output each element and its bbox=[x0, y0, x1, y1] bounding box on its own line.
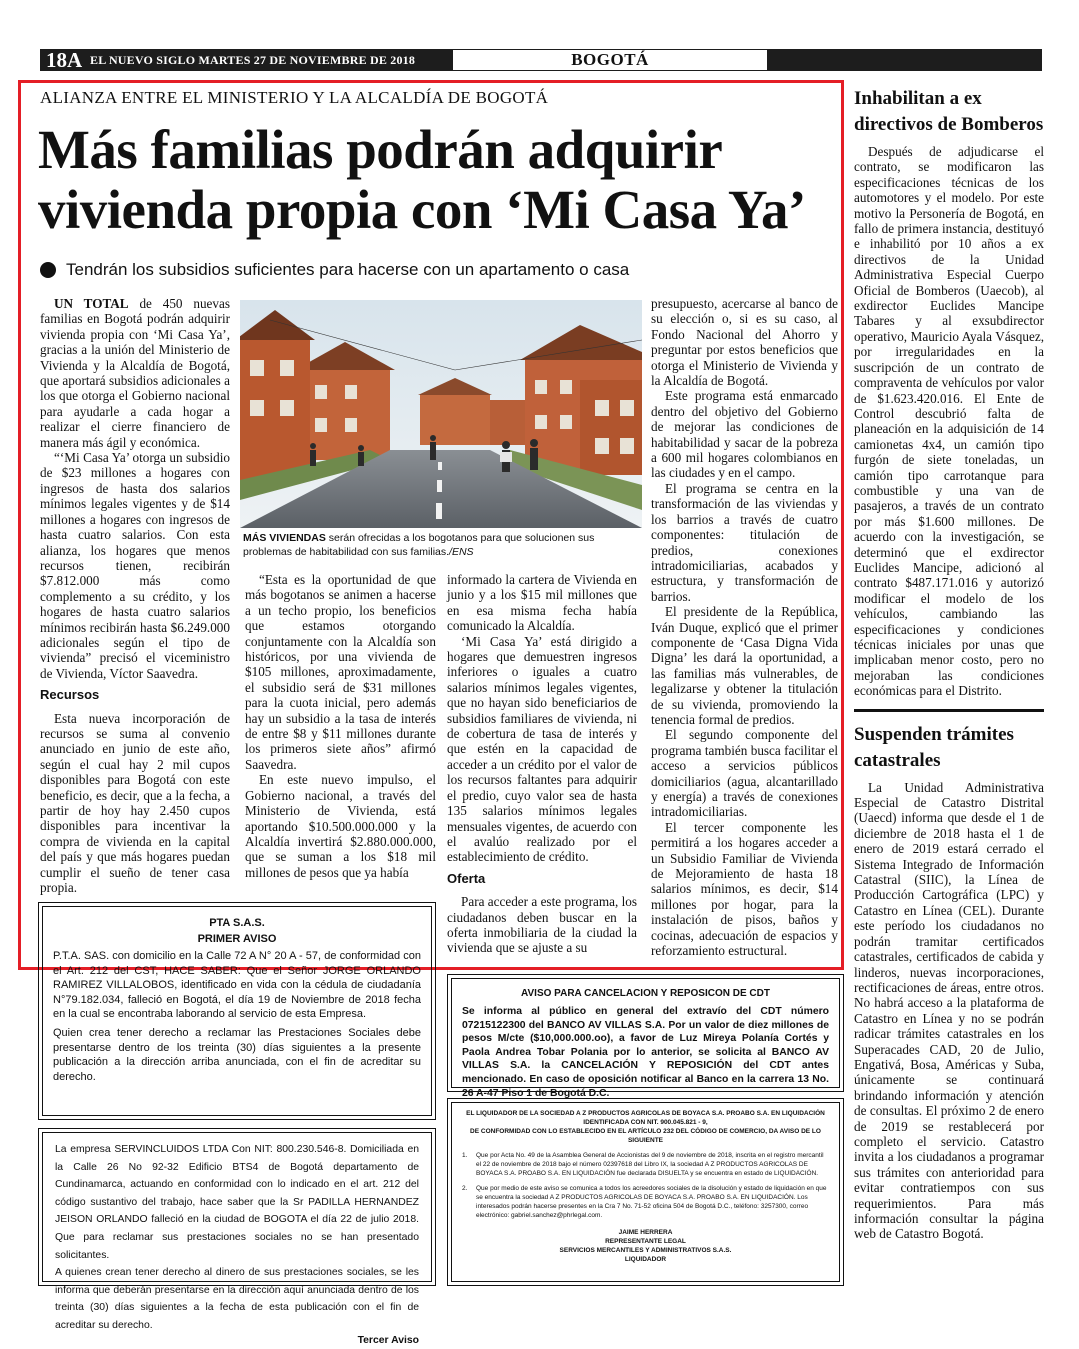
bullet-icon bbox=[40, 262, 56, 278]
notice-cdt bbox=[447, 974, 844, 1099]
section-label bbox=[452, 49, 768, 71]
paragraph: Para acceder a este programa, los ciudadanos deben buscar en la oferta inmobiliaria de la ciudad la vivienda que se ajuste a su bbox=[447, 894, 637, 956]
paragraph: El programa se centra en la transformación de las viviendas y los barrios a través de cuatro componentes: titulación de predios, conexiones intradomiciliarias, acabados y estructura, y transformación de barrios. bbox=[651, 480, 838, 604]
paragraph: El tercer componente les permitirá a los hogares acceder a un Subsidio Familiar de Vivienda de Mejoramiento de hasta 18 salarios mínimos, es decir, $14 millones por hogar, para la instalación de pisos, baños y cocinas, adecuación de espacios y reforzamiento estructural. bbox=[651, 819, 838, 959]
item-number: 1. bbox=[462, 1152, 468, 1159]
lead-in: UN TOTAL bbox=[54, 296, 129, 311]
sidebar-story-2-text bbox=[854, 780, 1044, 1242]
paragraph: La Unidad Administrativa Especial de Catastro Distrital (Uaecd) informa que desde el 1 de diciembre de 2018 hasta el 1 de enero de 2019 estará cerrado el Sistema Integrado de Información Catastral (SIIC), la Línea de Producción Cartográfica (LPC) y Catastro en Línea (CEL). Durante este período los ciudadanos no podrán tramitar certificados catastrales, certificados de cabida y linderos, nuevas incorporaciones, rectificaciones de áreas, entre otros. No habrá acceso a la plataforma de Catastro en Línea y no se podrán radicar trámites catastrales en los Superacades CAD, 20 de Julio, Engativá, Bosa, Américas y Suba, únicamente se continuará brindando información y atención de consultas. El próximo 2 de enero de 2019 se restablecerá por completo el servicio. Catastro invita a los ciudadanos a programar sus trámites con anterioridad para evitar contratiempos con sus requerimientos. Para más información consultar la página web de Catastro Bogotá. bbox=[854, 779, 1044, 1242]
page-header bbox=[40, 49, 1042, 71]
page-number: 18A bbox=[46, 48, 83, 72]
paragraph: Esta nueva incorporación de recursos se suma al convenio anunciado en junio de este año, según el cual hay 2 mil cupos disponibles para Bogotá con este beneficio, es decir, que a la fecha, a partir de hoy hay 2.450 cupos disponibles para incentivar la compra de vivienda en la capital del país y que más hogares puedan cumplir el sueño de tener casa propia. bbox=[40, 710, 230, 896]
notice-border bbox=[451, 978, 840, 1099]
sidebar-story-2-title: Suspenden trámites catastrales bbox=[854, 723, 1014, 771]
caption-lead: MÁS VIVIENDAS bbox=[243, 532, 326, 544]
caption-text: serán ofrecidas a los bogotanos para que solucionen sus problemas de habitabilidad con sus familias. bbox=[243, 532, 595, 558]
notice-signature: Tercer Aviso bbox=[357, 1334, 419, 1346]
notice-heading: EL LIQUIDADOR DE LA SOCIEDAD A Z PRODUCTOS AGRICOLAS DE BOYACA S.A. PROABO S.A. EN LIQUIDACIÓN bbox=[466, 1110, 825, 1117]
paragraph-text: de 450 nuevas familias en Bogotá podrán adquirir vivienda propia con ‘Mi Casa Ya’, gracias a la unión del Ministerio de Vivienda y la Alcaldía de Bogotá, que aportará subsidios adicionales a los que otorga el Gobierno nacional para ayudarle a cada hogar a realizar el cierre financiero de manera más ágil y económica. bbox=[40, 296, 230, 450]
notice-nit: IDENTIFICADA CON NIT. 900.045.821 - 9, bbox=[583, 1119, 708, 1126]
signer-company: SERVICIOS MERCANTILES Y ADMINISTRATIVOS S.A.S. bbox=[559, 1247, 732, 1254]
subtitle-text: Tendrán los subsidios suficientes para hacerse con un apartamento o casa bbox=[66, 260, 630, 279]
article-headline bbox=[38, 120, 828, 240]
notice-servincluidos bbox=[38, 1128, 436, 1346]
notice-legal-basis: DE CONFORMIDAD CON LO ESTABLECIDO EN EL ARTÍCULO 232 DEL CÓDIGO DE COMERCIO, DA AVISO DE LO SIGUIENTE bbox=[470, 1128, 821, 1144]
signer-role: REPRESENTANTE LEGAL bbox=[605, 1238, 686, 1245]
paragraph: ‘Mi Casa Ya’ está dirigido a hogares que demuestren ingresos inferiores o iguales a cuatro salarios mínimos legales vigentes, que no hayan sido beneficiarios de subsidios familiares de vivienda, ni de cobertura de tasa de interés y que estén en la capacidad de acceder a un crédito por el valor de los recursos faltantes para adquirir el predio, cuyo valor sea de hasta 135 salarios mínimos legales mensuales vigentes, de acuerdo con el avalúo realizado por el establecimiento de crédito. bbox=[447, 633, 637, 865]
notice-border bbox=[451, 1102, 840, 1282]
signer-name: JAIME HERRERA bbox=[618, 1229, 673, 1236]
sidebar-story-1-title: Inhabilitan a ex directivos de Bomberos bbox=[854, 88, 1044, 135]
article-column-4 bbox=[651, 296, 838, 958]
section-name: BOGOTÁ bbox=[571, 50, 649, 69]
paragraph: “Esta es la oportunidad de que más bogotanos se animen a hacerse a un techo propio, los beneficios que estamos otorgando conjuntamente con la Alcaldía son históricos, por una vivienda de $105 millones, aproximadamente, el subsidio será de $31 millones para la cuota inicial, pero además hay un subsidio a la tasa de interés de entre $8 y $11 millones durante los primeros siete años” afirmó Saavedra. bbox=[245, 572, 436, 772]
notice-body bbox=[53, 949, 421, 1084]
article-subtitle bbox=[40, 260, 629, 280]
paragraph: El segundo componente del programa también busca facilitar el acceso a servicios públicos domiciliarios (agua, alcantarillado y energía) a través de conexiones intradomiciliarias. bbox=[651, 727, 838, 820]
photo-credit: /ENS bbox=[449, 546, 474, 558]
item-text: Que por Acta No. 49 de la Asamblea General de Accionistas del 9 de noviembre de 2018, inscrita en el registro mercantil el 22 de noviembre de 2018 bajo el número 02397618 del Libro IX, la sociedad A Z PRODUCTOS AGRICOLAS DE BOYACA S.A. PROABO S.A. EN LIQUIDACIÓN fue declarada DISUELTA y se encuentra en estado de LIQUIDACIÓN. bbox=[476, 1152, 824, 1177]
publication-date: EL NUEVO SIGLO MARTES 27 DE NOVIEMBRE DE 2018 bbox=[90, 53, 416, 67]
notice-border bbox=[42, 1132, 432, 1346]
notice-liquidador bbox=[447, 1098, 844, 1286]
paragraph: Después de adjudicarse el contrato, se modificaron las especificaciones técnicas de los automotores y el modelo. Por este motivo la Personería de Bogotá, en fallo de primera instancia, destituyó e inhabilitó por 10 años a ex directivos de la Unidad Administrativa Especial Cuerpo Oficial de Bomberos (Uaecob), al exdirector Euclides Mancipe Tabares y al exsubdirector operativo, Mauricio Ayala Vásquez, por irregularidades en la suscripción de un contrato de compraventa de vehículos por valor de $1.623.420.016. El Ente de Control descubrió falta de planeación en la adquisición de 14 camionetas 4x4, un camión tipo furgón de siete toneladas, un camión tipo carrotanque para combustible y una van de pasajeros, a través de un contrato por más $1.600 millones. De acuerdo con la investigación, se determinó que el exdirector Euclides Mancipe, adicionó al contrato $487.171.016 y autorizó modificar el modelo de los vehículos, cambiando las especificaciones y condiciones técnicas iniciales por unas que implicaban menor costo, pero no mejoraban las condiciones económicas para el Distrito. bbox=[854, 144, 1044, 699]
headline-line-1: Más familias podrán adquirir bbox=[38, 119, 723, 180]
paragraph: presupuesto, acercarse al banco de su elección o, si es su caso, al Fondo Nacional del Ahorro y preguntar por estos beneficios que otorga el Ministerio de Vivienda y la Alcaldía de Bogotá. bbox=[651, 296, 838, 389]
article-kicker: ALIANZA ENTRE EL MINISTERIO Y LA ALCALDÍA DE BOGOTÁ bbox=[40, 88, 549, 107]
notice-item bbox=[462, 1151, 829, 1178]
paragraph: Este programa está enmarcado dentro del objetivo del Gobierno de mejorar las condiciones de habitabilidad y sacar de la pobreza a 600 mil hogares colombianos en las ciudades y en el campo. bbox=[651, 388, 838, 481]
notice-body: Se informa al público en general del extravío del CDT número 07215122300 del BANCO AV VILLAS S.A. Por un valor de diez millones de pesos M/cte ($10,000.000.oo), a favor de Luz Mireya Polanía Cortés y Paola Andrea Tobar Polania por lo anterior, se solicita al BANCO AV VILLAS S.A. la CANCELACIÓN Y REPOSICIÓN del CDT antes mencionado. En caso de oposición notificar al Banco en la carrera 13 No. 26 A-47 Piso 1 de Bogotá D.C. bbox=[462, 1006, 829, 1099]
sidebar-divider bbox=[854, 709, 1044, 712]
paragraph bbox=[40, 296, 230, 450]
item-text: Que por medio de este aviso se comunica a todos los acreedores sociales de la disolución y estado de liquidación en que se encuentra la sociedad A Z PRODUCTOS AGRICOLAS DE BOYACA S.A. PROABO S.A. EN LIQUIDACIÓN. Los interesados podrán hacerse presentes en la Cra 7 No. 71-52 oficina 504 de Bogotá D.C., teléfono: 3257300, correo electrónico: gabriel.sanchez@phrlegal.com. bbox=[476, 1185, 827, 1219]
notice-subtitle: PRIMER AVISO bbox=[197, 933, 277, 945]
article-column-2 bbox=[245, 572, 436, 880]
paragraph: “‘Mi Casa Ya’ otorga un subsidio de $23 millones a hogares con ingresos de hasta dos salarios mínimos legales vigentes y de $14 millones a hogares con ingresos de hasta cuatro salarios. Con esta alianza, los hogares que menos recursos tienen, recibirán $7.812.000 más como complemento a su crédito, y los hogares de hasta cuatro salarios mínimos recibirán hasta $6.249.000 adicionales según el tipo de vivienda” precisó el viceministro de Vivienda, Víctor Saavedra. bbox=[40, 450, 230, 681]
paragraph: En este nuevo impulso, el Gobierno nacional, a través del Ministerio de Vivienda, está aportando $10.500.000.000 y la Alcaldía invertirá $2.880.000.000, que se suman a los $18 mil millones de pesos que ya había bbox=[245, 772, 436, 880]
item-number: 2. bbox=[462, 1185, 468, 1192]
photo-caption bbox=[243, 531, 641, 559]
article-column-3 bbox=[447, 572, 637, 956]
paragraph: Quien crea tener derecho a reclamar las Prestaciones Sociales debe presentarse dentro de los treinta (30) días siguientes a la presente publicación a la dirección arriba anunciada, con el fin de acreditar su derecho. bbox=[53, 1026, 421, 1083]
paragraph: La empresa SERVINCLUIDOS LTDA Con NIT: 800.230.546-8. Domiciliada en la Calle 26 No 92-32 Edificio BTS4 de Bogotá departamento de Cundinamarca, actuando en conformidad con lo indicado en el art. 212 del código sustantivo del trabajo, hace saber que la Sr PADILLA HERNANDEZ JEISON ORLANDO falleció en la ciudad de BOGOTA el día 22 de julio 2018. Que para reclamar sus prestaciones sociales no se han presentado solicitantes. bbox=[55, 1144, 419, 1261]
article-column-1 bbox=[40, 296, 230, 895]
headline-line-2: vivienda propia con ‘Mi Casa Ya’ bbox=[38, 179, 806, 240]
article-photo bbox=[240, 300, 642, 528]
right-sidebar bbox=[854, 86, 1044, 1242]
notice-body bbox=[55, 1141, 419, 1335]
notice-signer bbox=[462, 1228, 829, 1264]
notice-title: AVISO PARA CANCELACION Y REPOSICON DE CDT bbox=[521, 988, 770, 999]
notice-border bbox=[42, 906, 432, 1116]
paragraph: P.T.A. SAS. con domicilio en la Calle 72 A N° 20 A - 57, de conformidad con el Art. 212 del CST, HACE SABER: Que el Señor JORGE ORLANDO RAMIREZ VILLALOBOS, identificado en vida con la cédula de ciudadanía N°79.182.034, falleció en Bogotá, el día 19 de Noviembre de 2018 fecha en la cual se encontraba laborando al servicio de esta Empresa. bbox=[53, 950, 421, 1021]
subheading-recursos: Recursos bbox=[40, 687, 100, 703]
notice-item bbox=[462, 1184, 829, 1220]
paragraph: El presidente de la República, Iván Duque, explicó que el primer componente de ‘Casa Digna Vida Digna’ les dará la oportunidad, a las familias más vulnerables, de legalizarse y obtener la titulación de su vivienda, promoviendo la tenencia formal de predios. bbox=[651, 604, 838, 727]
notice-pta bbox=[38, 902, 436, 1120]
housing-photo-image bbox=[240, 300, 642, 528]
subheading-oferta: Oferta bbox=[447, 870, 486, 886]
signer-title: LIQUIDADOR bbox=[624, 1256, 667, 1263]
sidebar-story-1-text bbox=[854, 144, 1044, 699]
notice-title: PTA S.A.S. bbox=[209, 917, 265, 929]
paragraph: A quienes crean tener derecho al dinero de sus prestaciones sociales, se les informa que deberán presentarse en la dirección aquí anunciada dentro de los treinta (30) días siguientes a la fecha de esta publicación con el fin de acreditar su derecho. bbox=[55, 1267, 419, 1331]
paragraph: informado la cartera de Vivienda en junio y a los $15 mil millones que en esa misma fecha había comunicado la Alcaldía. bbox=[447, 572, 637, 634]
